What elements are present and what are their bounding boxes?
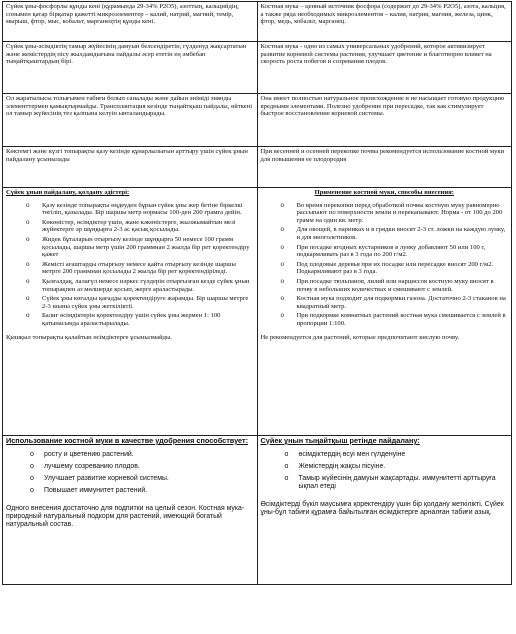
- cell-kz: [3, 147, 258, 188]
- kz-universal-text: Сүйек ұны-әсімдіктің тамыр жүйесінің дамуын белсендіретін, гүлденуд жақсартатын және жемістердің пісу жылдамдығына пайдалы әсер ететін ең әмбебап тыңайтқыштардың бірі.: [6, 43, 247, 66]
- list-item: [28, 312, 254, 327]
- kz-methods-list: [6, 202, 254, 328]
- list-item: [280, 259, 509, 276]
- bullet-icon: o: [30, 475, 34, 482]
- kz-methods-note: Қышқыл топырақты қалайтын өсімдіктерге ұсынылмайды.: [6, 333, 173, 341]
- cell-ru-benefits: [3, 436, 258, 585]
- list-item: [32, 475, 254, 483]
- list-item: [280, 294, 509, 310]
- list-item-text: Қазу кезінде топырақты өңдеуден бұрын сүйек ұны жер бетіне біркелкі төгіліп, қазылады. Бір шаршы метр нормасы 100-ден 200 грамға дейін.: [42, 201, 243, 217]
- document-page: [2, 1, 514, 632]
- bullet-icon: o: [280, 311, 284, 320]
- list-item: [32, 451, 254, 459]
- bullet-icon: o: [280, 200, 284, 209]
- bullet-icon: o: [284, 451, 289, 458]
- kz-natural-text: Ол жаратылысы толығымен табиғи болып саналады және дайын әніміді зиянды элементтермен қамықтырмайды. Трансплантация кезінде тыңайтқыш пайдалы, өйткені ол тамыр жүйесінің тез қалпына келуін ынталандырады.: [6, 95, 253, 118]
- bullet-icon: o: [280, 242, 284, 251]
- list-item-text: Во время перекопки перед обработкой почвы костную муку равномерно рассыпают по поверхности земли и перекапывают. Норма - от 100 до 200 грамм на один кв. метр.: [296, 201, 503, 224]
- list-item-text: Жемістердің жақсы пісуіне.: [298, 463, 386, 470]
- list-item: [280, 276, 509, 293]
- kz-benefits-heading: Сүйек ұнын тыңайтқыш ретінде пайдалану:: [260, 436, 420, 445]
- list-item-text: лучшему созреванию плодов.: [44, 463, 140, 470]
- kz-methods-heading: Сүйек ұнын пайдалану, қолдану әдістері:: [6, 189, 130, 196]
- list-item: [28, 236, 254, 259]
- cell-ru: [257, 42, 512, 94]
- list-item: [284, 451, 509, 459]
- ru-benefits-note: Одного внесения достаточно для подпитки на целый сезон. Костная мука- природный натуральный подкорм для растений, имеющий богатый натуральный состав.: [6, 505, 245, 528]
- bullet-icon: o: [280, 259, 284, 268]
- list-item: [28, 278, 254, 293]
- ru-methods-heading: Применение костной муки, способы внесения:: [314, 189, 454, 196]
- bullet-icon: o: [30, 463, 34, 470]
- cell-kz: [3, 94, 258, 147]
- list-item: [28, 219, 254, 234]
- ru-intro-text: Костная мука – ценный источник фосфора (содержит до 29-34% P2O5), азота, кальция, а также ряда необходимых микроэлементов – калия, натрия, магния, железа, цинк, фтор, медь, кобальт, марганец.: [260, 3, 506, 26]
- list-item-text: Улучшает развитие корневой системы.: [44, 475, 169, 482]
- ru-methods-list: [261, 202, 509, 328]
- list-item-text: өсімдіктердің өсуі мен гүлденуіне: [298, 451, 406, 458]
- list-item-text: При посадке тюльпанов, лилий или нарциссов костную муку вносят в почву в небольших количествах и смешивают с землей.: [296, 277, 494, 293]
- bullet-icon: o: [284, 475, 289, 482]
- list-item: [32, 463, 254, 471]
- cell-ru: [257, 188, 512, 436]
- list-item-text: Повышает иммунитет растений.: [44, 487, 148, 494]
- bullet-icon: o: [26, 200, 30, 209]
- ru-universal-text: Костная мука - одно из самых универсальных удобрений, которое активизирует развитие корневой системы растения, улучшает цветение и благотворно влияет на скорость роста побегов и созревания плодов.: [260, 43, 492, 66]
- bilingual-table: [2, 1, 512, 585]
- ru-methods-note: Не рекомендуется для растений, которые предпочитают кислую почву.: [260, 333, 460, 341]
- list-item-text: При посадке ягодных кустарников в лунку добавляют 50 или 100 г, подкармливать раз в 3 года по 200 г/м2.: [296, 243, 486, 259]
- list-item: [28, 261, 254, 276]
- cell-ru: [257, 2, 512, 42]
- table-row: [3, 42, 512, 94]
- list-item-text: При подкормке комнатных растений костная мука смешивается с землей в пропорции 1:100.: [296, 312, 506, 327]
- cell-ru: [257, 94, 512, 147]
- cell-kz-benefits: [257, 436, 512, 585]
- ru-natural-text: Она имеет полностью натуральное происхождение и не насыщает готовую продукцию вредными элементами. Полезно удобрение при пересадке, так как стимулирует быстрое восстановление корневой системы.: [260, 95, 505, 118]
- bullet-icon: o: [26, 234, 30, 243]
- kz-benefits-note: Өсімдіктерді бүкіл маусымға қоректендіру үшін бір қолдану жеткілікті. Сүйек ұны-бұл табиғи құрамға байытылған өсімдіктерге арналған табиғи азық.: [260, 501, 504, 516]
- bullet-icon: o: [284, 463, 289, 470]
- bullet-icon: o: [26, 294, 30, 303]
- list-item-text: Балиғ өсімдіктерін қоректендіру үшін сүйек ұны жермен 1: 100 қатынасында араластырылады.: [42, 312, 221, 327]
- table-row: [3, 188, 512, 436]
- list-item-text: Под плодовые деревья при их посадке или пересадке вносят 200 г/м2. Подкармливают раз в 3 года.: [296, 260, 494, 276]
- bullet-icon: o: [26, 259, 30, 268]
- bullet-icon: o: [26, 276, 30, 285]
- list-item: [32, 487, 254, 495]
- list-item: [280, 311, 509, 327]
- list-item: [284, 463, 509, 471]
- list-item-text: росту и цветению растений.: [44, 451, 134, 458]
- table-row: [3, 94, 512, 147]
- ru-benefits-heading: Использование костной муки в качестве удобрения способствует:: [6, 436, 249, 445]
- table-row: [3, 436, 512, 585]
- bullet-icon: o: [30, 451, 34, 458]
- kz-season-text: Көктемгі және күзгі топырақты қазу кезінде құнарлылығын арттыру үшін сүйек ұнын пайдалану ұсынылады: [6, 148, 248, 163]
- bullet-icon: o: [280, 276, 284, 285]
- table-row: [3, 2, 512, 42]
- list-item: [280, 225, 509, 241]
- list-item: [28, 202, 254, 217]
- bullet-icon: o: [26, 311, 30, 320]
- list-item: [284, 475, 509, 491]
- list-item-text: Жемісті ағаштарды отырғызу немесе қайта отырғызу кезінде шаршы метрге 200 граммнан қосылады 2 жылда бір рет қоректендіріледі.: [42, 260, 236, 276]
- cell-kz: [3, 2, 258, 42]
- kz-benefits-list: [261, 451, 509, 491]
- list-item: [280, 200, 509, 225]
- list-item: [280, 242, 509, 259]
- cell-kz: [3, 188, 258, 436]
- cell-kz: [3, 42, 258, 94]
- list-item-text: Тамыр жүйесінің дамуын жақсартады. иммунитетті арттыруға ықпал етеді: [298, 475, 496, 490]
- kz-intro-text: Сүйек ұны-фосфорлы құнды кені (құрамында 29-34% P2O5), азоттың, кальцийдің, сонымен қатар бірқатар қажетті микроэлементер – калий, натрий, магний, темір, мырыш, фтор, мыс, кобальт, марганецтің құнды кені.: [6, 3, 239, 26]
- ru-benefits-list: [6, 451, 254, 495]
- list-item-text: Көкөністер, өсімдіктер үшін, жане кәкөністерге, жылжымайтын мезі жүйектерге әр шұңқырға 2-3 ас қасық қосылады.: [42, 218, 236, 234]
- cell-ru: [257, 147, 512, 188]
- bullet-icon: o: [280, 225, 284, 234]
- bullet-icon: o: [26, 217, 30, 226]
- table-row: [3, 147, 512, 188]
- list-item: [28, 295, 254, 310]
- list-item-text: Қызғалдақ, лалағүл немесе нәркес гүлдерін отырғызған кезде сүйек ұнын топырақпен аз мөлшерде қосып, жерге араластырады.: [42, 277, 250, 293]
- bullet-icon: o: [30, 487, 34, 494]
- list-item-text: Сүйек ұны көгалды қағадды қоректендіруге жарамды. Бір шаршы метрге 2-3 шыны сүйек ұны жеткіліктіі.: [42, 295, 249, 310]
- bullet-icon: o: [280, 294, 284, 303]
- list-item-text: Для овощей, в парниках и в грядки вносят 2-3 ст. ложки на каждую лунку, и для многолетников.: [296, 226, 506, 241]
- ru-season-text: При весенней и осенней перекопке почвы рекомендуется использование костной муки для повышения ее плодородия: [260, 148, 505, 163]
- list-item-text: Жидек бұталарын отырғызу кезінде шұңқырға 50 немесе 100 грамм қосылады, шаршы метр үшін 200 граммнан 2 жылда бір рет қоректендіру қажет: [42, 235, 250, 259]
- list-item-text: Костная мука подходит для подкормки газона. Достаточно 2-3 стаканов на квадратный метр.: [296, 295, 506, 310]
